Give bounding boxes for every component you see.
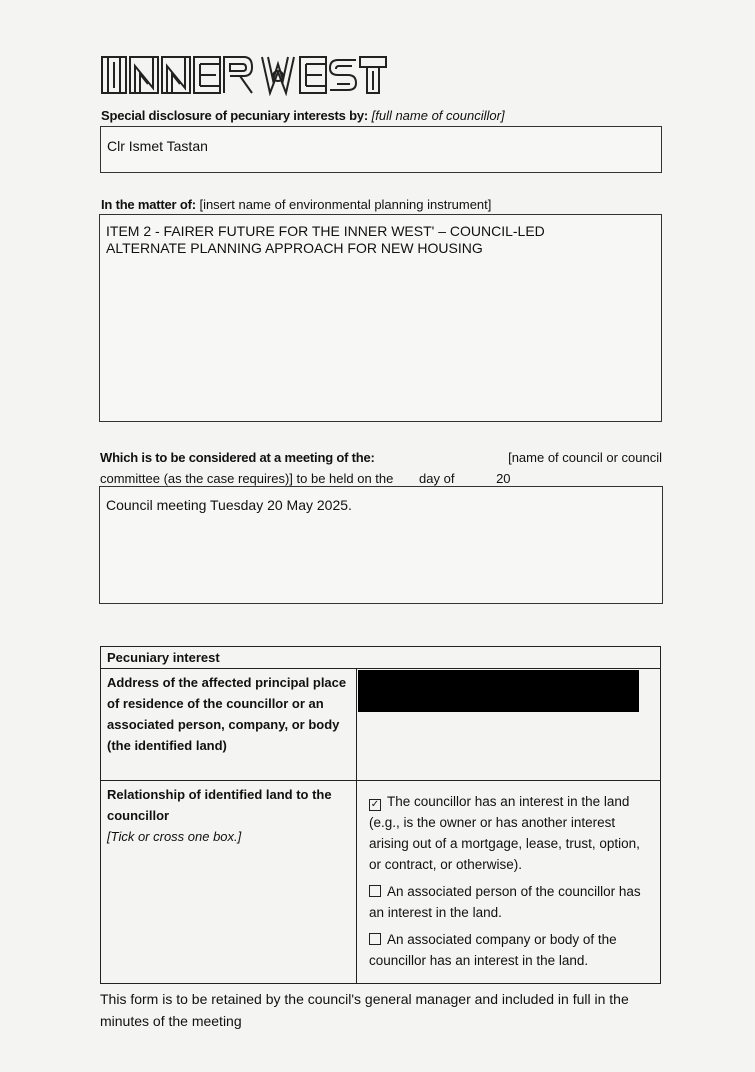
matter-label: In the matter of: [insert name of environmental planning instrument]: [101, 197, 492, 212]
pecuniary-header: Pecuniary interest: [101, 647, 661, 669]
relationship-cell: [101, 781, 357, 984]
matter-field[interactable]: [99, 214, 662, 422]
option-associated-company[interactable]: An associated company or body of the councillor has an interest in the land.: [369, 932, 617, 968]
matter-value-line1: ITEM 2 - FAIRER FUTURE FOR THE INNER WEST' – COUNCIL-LED: [106, 223, 545, 239]
relationship-instruction: [Tick or cross one box.]: [107, 829, 242, 844]
meeting-field[interactable]: [99, 486, 663, 604]
councillor-name-field[interactable]: [100, 126, 662, 173]
address-answer-cell[interactable]: [357, 669, 661, 781]
relationship-question: Relationship of identified land to the councillor: [107, 787, 332, 823]
councillor-label: Special disclosure of pecuniary interests by: [full name of councillor]: [101, 108, 505, 123]
option-councillor-interest[interactable]: ✓ The councillor has an interest in the land (e.g., is the owner or has another interest arising out of a mortgage, lease, trust, option, or contract, or otherwise).: [369, 794, 640, 872]
matter-value-line2: ALTERNATE PLANNING APPROACH FOR NEW HOUSING: [106, 240, 483, 256]
address-question: Address of the affected principal place of residence of the councillor or an associated person, company, or body (the identified land): [101, 669, 357, 781]
option-associated-person[interactable]: An associated person of the councillor has an interest in the land.: [369, 884, 641, 920]
councillor-name-value: Clr Ismet Tastan: [107, 138, 208, 154]
redaction-block: [358, 670, 639, 712]
empty-checkbox-icon[interactable]: [369, 885, 381, 897]
checked-checkbox-icon[interactable]: ✓: [370, 799, 380, 810]
meeting-value: Council meeting Tuesday 20 May 2025.: [106, 497, 352, 513]
empty-checkbox-icon[interactable]: [369, 933, 381, 945]
pecuniary-interest-table: [100, 646, 661, 984]
footer-note: This form is to be retained by the council's general manager and included in full in the minutes of the meeting: [100, 991, 629, 1029]
inner-west-logo: [100, 54, 390, 96]
meeting-label: Which is to be considered at a meeting of the: [name of council or council committee (as the case requires)] to be held on the day of 20: [100, 450, 662, 486]
relationship-options: [357, 781, 661, 984]
